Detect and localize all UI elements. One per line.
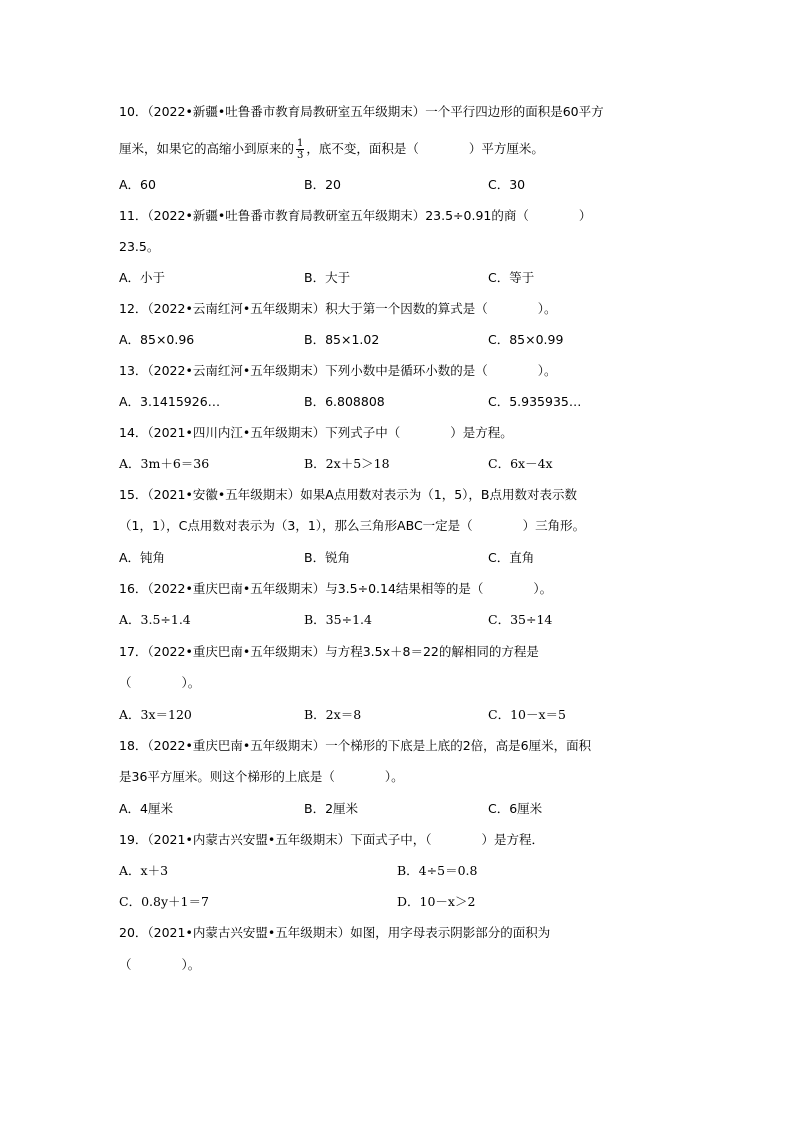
q19-option-d: D．10－x＞2 (397, 894, 476, 909)
q16-option-b: B．35÷1.4 (304, 612, 372, 627)
q14-option-a: A．3m＋6＝36 (119, 456, 210, 471)
q10-option-a: A．60 (119, 177, 156, 192)
q18-line2: 是36平方厘米。则这个梯形的上底是（ ）。 (119, 769, 404, 784)
fraction-numerator: 1 (297, 138, 304, 149)
q20-line1: 20．（2021•内蒙古兴安盟•五年级期末）如图，用字母表示阴影部分的面积为 (119, 925, 551, 940)
q11-option-b: B．大于 (304, 270, 351, 285)
q10-line2-pre: 厘米，如果它的高缩小到原来的 (119, 141, 295, 156)
q10-option-b: B．20 (304, 177, 341, 192)
q10-option-c: C．30 (488, 177, 526, 192)
q14-option-b: B．2x＋5＞18 (304, 456, 390, 471)
q17-option-a: A．3x＝120 (119, 707, 192, 722)
q11-line2: 23.5。 (119, 239, 160, 254)
q10-line1: 10．（2022•新疆•吐鲁番市教育局教研室五年级期末）一个平行四边形的面积是60平方 (119, 104, 604, 119)
q19-option-a: A．x＋3 (119, 863, 169, 878)
q16-option-a: A．3.5÷1.4 (119, 612, 191, 627)
q19-option-b: B．4÷5＝0.8 (397, 863, 478, 878)
q12-option-a: A．85×0.96 (119, 332, 195, 347)
q17-option-c: C．10－x＝5 (488, 707, 566, 722)
q11-option-c: C．等于 (488, 270, 535, 285)
q19-line1: 19．（2021•内蒙古兴安盟•五年级期末）下面式子中，（ ）是方程． (119, 832, 544, 847)
q15-option-a: A．钝角 (119, 550, 166, 565)
q16-line1: 16．（2022•重庆巴南•五年级期末）与3.5÷0.14结果相等的是（ ）。 (119, 581, 553, 596)
q10-line2-post: ，底不变，面积是（ ）平方厘米。 (306, 141, 544, 156)
q15-line2: （1，1），C点用数对表示为（3，1），那么三角形ABC一定是（ ）三角形。 (119, 518, 586, 533)
q16-option-c: C．35÷14 (488, 612, 553, 627)
q15-option-c: C．直角 (488, 550, 535, 565)
q13-option-c: C．5.935935… (488, 394, 582, 409)
q12-option-c: C．85×0.99 (488, 332, 564, 347)
q12-option-b: B．85×1.02 (304, 332, 380, 347)
q10-line2 (119, 138, 544, 161)
q11-option-a: A．小于 (119, 270, 166, 285)
q15-line1: 15．（2021•安徽•五年级期末）如果A点用数对表示为（1，5），B点用数对表示数 (119, 487, 577, 502)
q10-fraction (296, 138, 304, 161)
q13-option-a: A．3.1415926… (119, 394, 221, 409)
q17-option-b: B．2x＝8 (304, 707, 362, 722)
q14-line1: 14．（2021•四川内江•五年级期末）下列式子中（ ）是方程。 (119, 425, 513, 440)
q19-option-c: C．0.8y＋1＝7 (119, 894, 209, 909)
q17-line2: （ ）。 (119, 675, 201, 690)
q18-line1: 18．（2022•重庆巴南•五年级期末）一个梯形的下底是上底的2倍，高是6厘米，面积 (119, 738, 592, 753)
q15-option-b: B．锐角 (304, 550, 351, 565)
fraction-denominator: 3 (297, 150, 304, 161)
q18-option-c: C．6厘米 (488, 801, 543, 816)
q20-line2: （ ）。 (119, 957, 201, 972)
q12-line1: 12．（2022•云南红河•五年级期末）积大于第一个因数的算式是（ ）。 (119, 301, 557, 316)
q14-option-c: C．6x－4x (488, 456, 553, 471)
q17-line1: 17．（2022•重庆巴南•五年级期末）与方程3.5x＋8＝22的解相同的方程是 (119, 644, 539, 659)
q13-option-b: B．6.808808 (304, 394, 385, 409)
q13-line1: 13．（2022•云南红河•五年级期末）下列小数中是循环小数的是（ ）。 (119, 363, 557, 378)
q11-line1: 11．（2022•新疆•吐鲁番市教育局教研室五年级期末）23.5÷0.91的商（ ） (119, 208, 592, 223)
q18-option-a: A．4厘米 (119, 801, 174, 816)
q18-option-b: B．2厘米 (304, 801, 359, 816)
